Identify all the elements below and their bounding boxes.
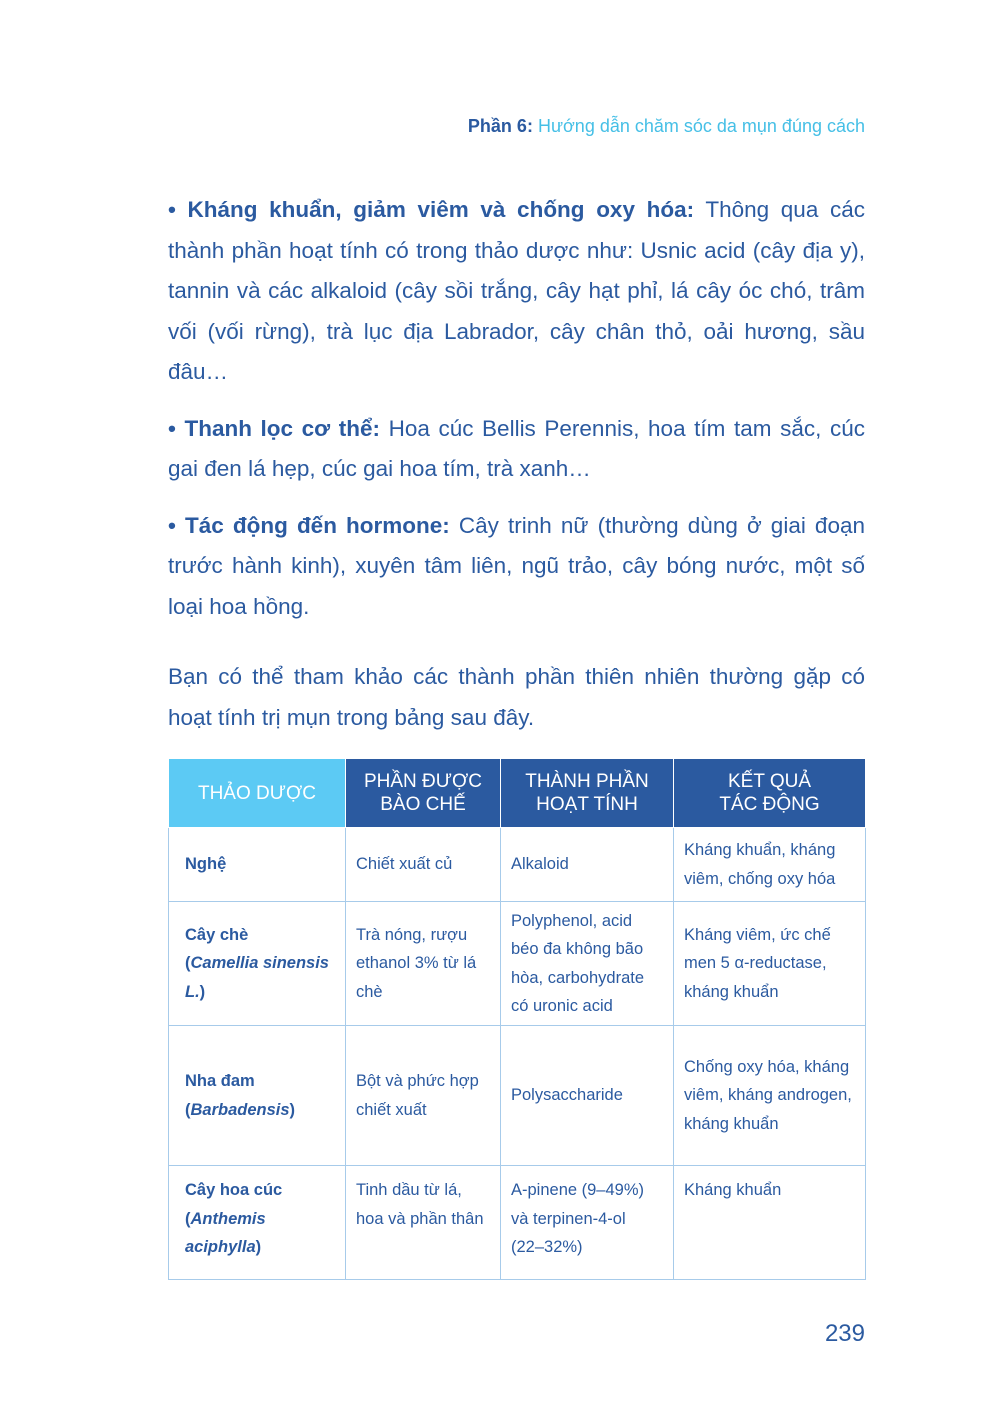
header-effect: KẾT QUẢ TÁC ĐỘNG <box>674 759 866 828</box>
table-row <box>169 902 866 1026</box>
bullet-text: Hoa cúc Bellis Perennis, hoa tím tam sắc, cúc gai đen lá hẹp, cúc gai hoa tím, trà xanh… <box>168 415 865 481</box>
herb-active: Alkaloid <box>501 828 674 902</box>
herb-effect: Chống oxy hóa, kháng viêm, kháng androgen, kháng khuẩn <box>674 1026 866 1166</box>
herb-name: Cây chè (Camellia sinensis L.) <box>169 902 346 1026</box>
herb-scientific-name: Camellia sinensis L. <box>185 954 329 1001</box>
herb-effect: Kháng viêm, ức chế men 5 α-reductase, kháng khuẩn <box>674 902 866 1026</box>
herb-part: Trà nóng, rượu ethanol 3% từ lá chè <box>346 902 501 1026</box>
bullet-antibacterial <box>168 190 865 393</box>
header-active: THÀNH PHẦN HOẠT TÍNH <box>501 759 674 828</box>
bullet-detox <box>168 409 865 490</box>
herb-part: Tinh dầu từ lá, hoa và phần thân <box>346 1166 501 1280</box>
header-part: PHẦN ĐƯỢC BÀO CHẾ <box>346 759 501 828</box>
part-title: Hướng dẫn chăm sóc da mụn đúng cách <box>537 116 865 136</box>
herb-active: Polysaccharide <box>501 1026 674 1166</box>
body-text <box>168 190 865 738</box>
herb-table <box>168 758 866 1280</box>
bullet-heading: • Kháng khuẩn, giảm viêm và chống oxy hóa: <box>168 197 695 222</box>
herb-effect: Kháng khuẩn, kháng viêm, chống oxy hóa <box>674 828 866 902</box>
table-intro: Bạn có thể tham khảo các thành phần thiên nhiên thường gặp có hoạt tính trị mụn trong bảng sau đây. <box>168 664 865 730</box>
bullet-text: Thông qua các thành phần hoạt tính có trong thảo dược như: Usnic acid (cây địa y), tannin và các alkaloid (cây sồi trắng, cây hạt phỉ, lá cây óc chó, trâm vối (vối rừng), trà lục địa Labrador, cây chân thỏ, oải hương, sầu đâu… <box>168 197 865 384</box>
herb-name: Cây hoa cúc (Anthemis aciphylla) <box>169 1166 346 1280</box>
part-label: Phần 6: <box>467 116 533 136</box>
bullet-heading: • Tác động đến hormone: <box>168 512 450 538</box>
table-row <box>169 1026 866 1166</box>
herb-part: Bột và phức hợp chiết xuất <box>346 1026 501 1166</box>
table-header-row <box>169 759 866 828</box>
herb-name: Nha đam (Barbadensis) <box>169 1026 346 1166</box>
bullet-text: Cây trinh nữ (thường dùng ở giai đoạn trước hành kinh), xuyên tâm liên, ngũ trảo, cây bóng nước, một số loại hoa hồng. <box>168 512 865 619</box>
herb-scientific-name: Barbadensis <box>190 1100 290 1119</box>
herb-part: Chiết xuất củ <box>346 828 501 902</box>
herb-effect: Kháng khuẩn <box>674 1166 866 1280</box>
running-header <box>468 116 865 137</box>
table-row <box>169 828 866 902</box>
page-number: 239 <box>824 1320 865 1347</box>
header-herb: THẢO DƯỢC <box>169 759 346 828</box>
herb-scientific-name: Anthemis aciphylla <box>185 1209 266 1256</box>
herb-active: Polyphenol, acid béo đa không bão hòa, carbohydrate có uronic acid <box>501 902 674 1026</box>
table-row <box>169 1166 866 1280</box>
herb-name: Nghệ <box>169 828 346 902</box>
herb-active: A-pinene (9–49%) và terpinen-4-ol (22–32%) <box>501 1166 674 1280</box>
bullet-heading: • Thanh lọc cơ thể: <box>168 415 380 441</box>
bullet-hormone <box>168 506 865 628</box>
